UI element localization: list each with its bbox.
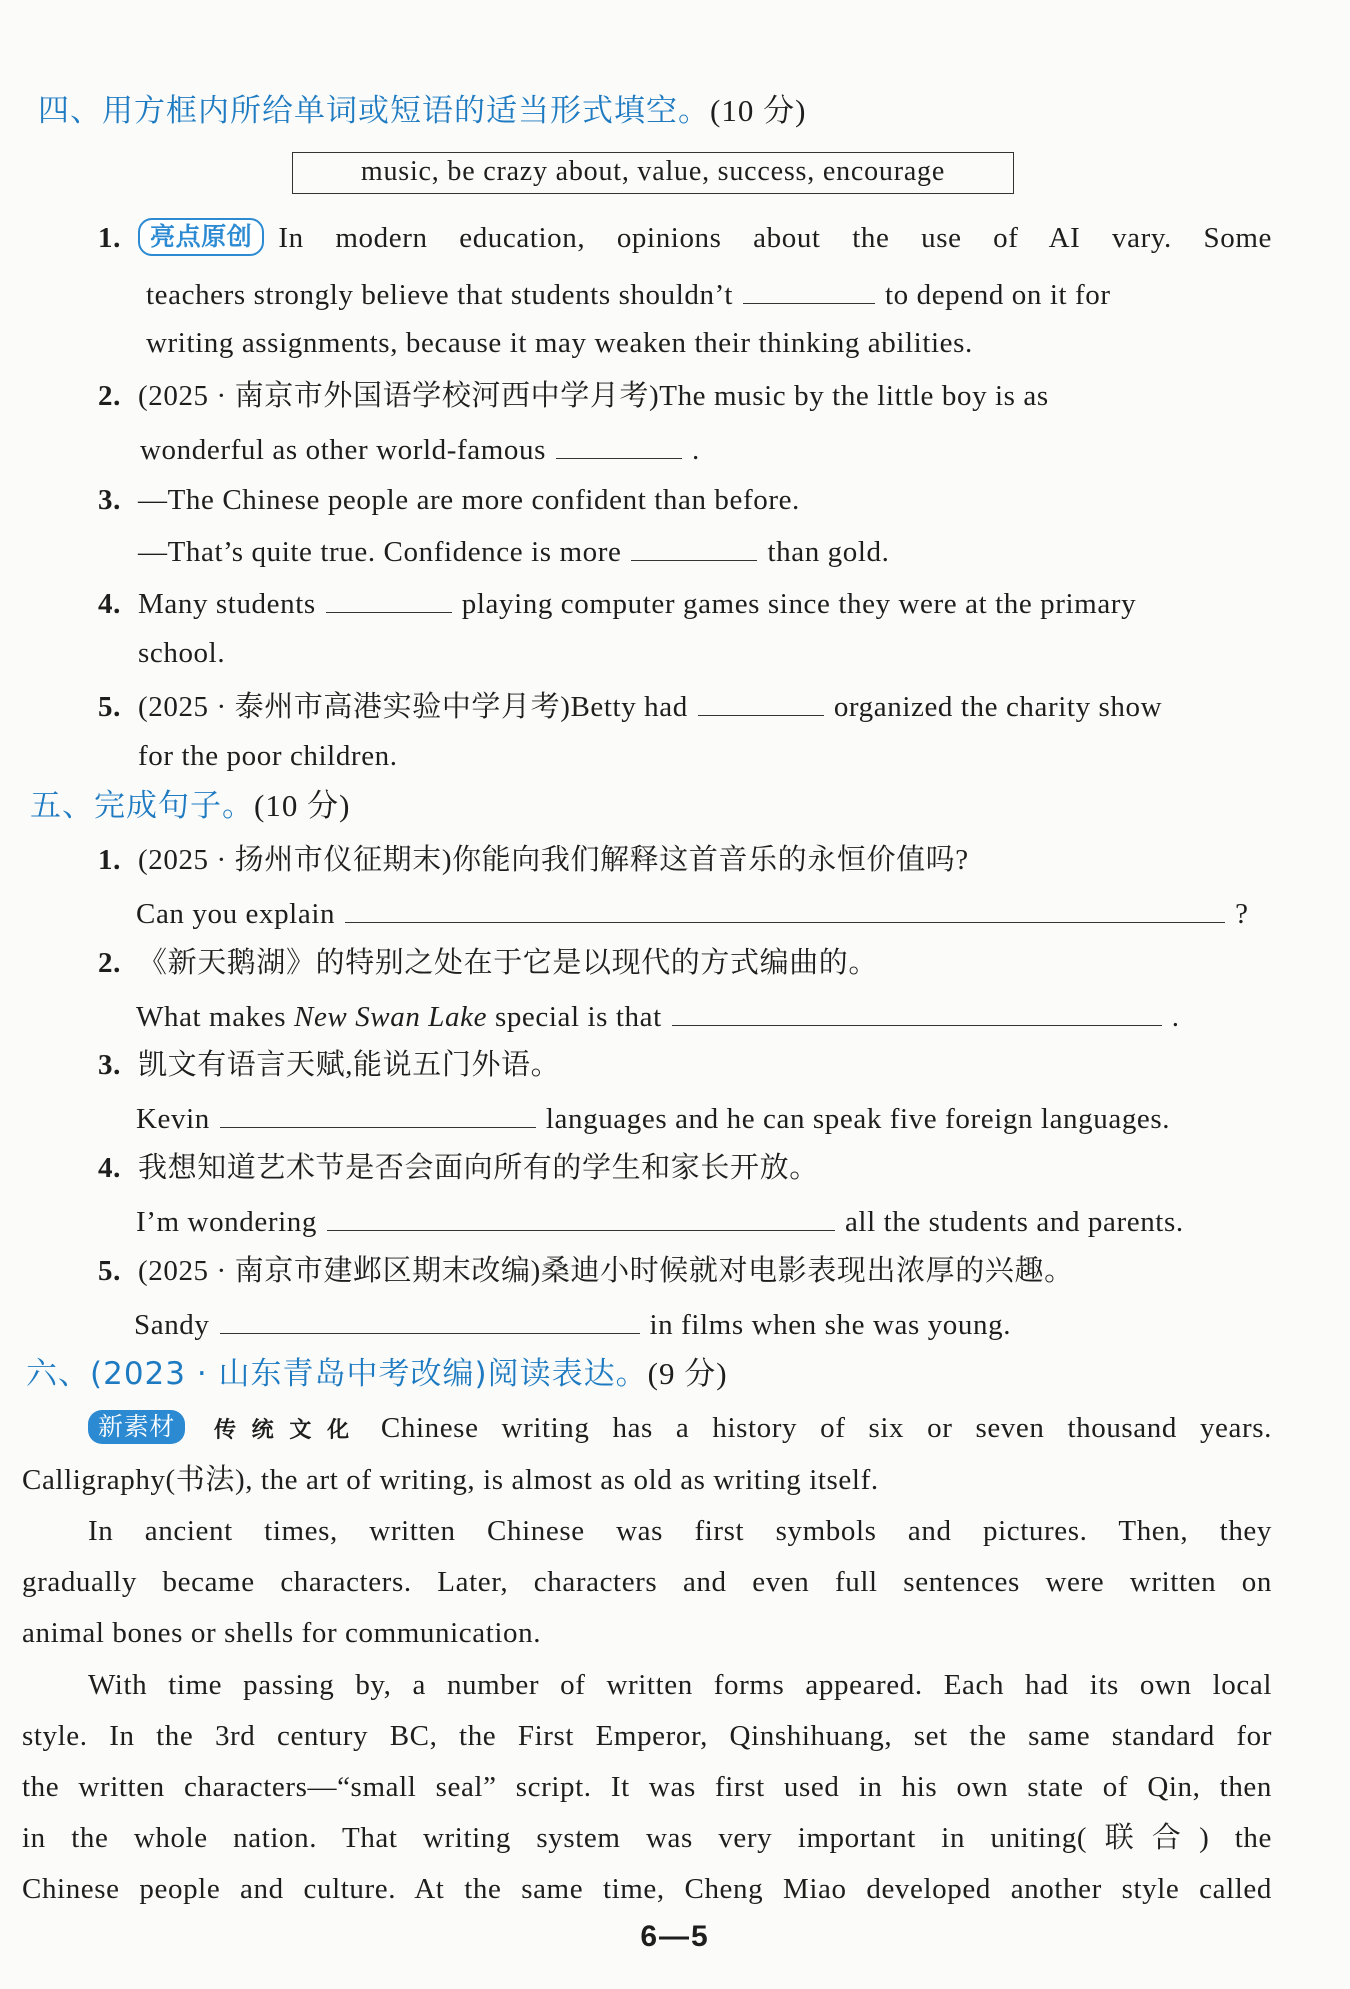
s5-q4-en [136,1200,1184,1242]
s5-q2-cn [98,943,878,983]
s5-q3-cn [98,1045,560,1085]
s4-q4-line1 [98,582,1136,624]
s5-q3-blank[interactable] [220,1097,536,1128]
s4-q4-text-before-blank: Many students [138,588,316,620]
s5-q5-number: 5. [98,1255,121,1287]
s4-q5-number: 5. [98,691,121,723]
s5-q1-chinese: (2025 · 扬州市仪征期末)你能向我们解释这首音乐的永恒价值吗? [138,844,969,876]
s6-para3-line3: the written characters—“small seal” script. It was first used in his own state of Qin, then [22,1771,1272,1803]
s4-q2-number: 2. [98,380,121,412]
s4-q1-text-before-blank: teachers strongly believe that students shouldn’t [146,279,733,311]
section6-score: (9 分) [647,1356,728,1391]
section5-title: 五、完成句子。 [30,788,254,824]
s5-q2-prompt-a: What makes [136,1001,287,1033]
s5-q5-chinese: (2025 · 南京市建邺区期末改编)桑迪小时候就对电影表现出浓厚的兴趣。 [138,1255,1074,1287]
s4-q3-number: 3. [98,484,121,516]
s5-q5-end: in films when she was young. [649,1309,1012,1341]
s5-q3-end: languages and he can speak five foreign languages. [545,1103,1171,1135]
s4-q1-text-after-blank: to depend on it for [885,279,1111,311]
s5-q2-prompt-b: special is that [494,1001,662,1033]
s5-q1-blank[interactable] [345,892,1225,923]
traditional-culture-label: 传统文化 [198,1418,365,1443]
s4-q4-line2: school. [138,637,226,669]
s4-q2-text-before-blank: wonderful as other world-famous [140,434,546,466]
section6-title: 六、(2023 · 山东青岛中考改编)阅读表达。 [26,1356,648,1392]
s6-para3-line2: style. In the 3rd century BC, the First Emperor, Qinshihuang, set the same standard for [22,1720,1272,1752]
s5-q3-en [136,1097,1170,1139]
s5-q4-cn [98,1148,819,1188]
s5-q1-end: ? [1235,898,1249,930]
s4-q1-line2 [146,273,1111,315]
s4-q1-blank[interactable] [743,273,875,304]
s4-q1-line1 [98,218,1272,258]
s5-q2-number: 2. [98,947,121,979]
s5-q5-en [134,1303,1011,1345]
s4-q3-line1 [98,480,800,520]
s5-q4-prompt: I’m wondering [136,1206,317,1238]
page-number: 6—5 [640,1920,710,1953]
s6-para3-line1: With time passing by, a number of written forms appeared. Each had its own local [88,1669,1272,1701]
section6-heading [26,1354,728,1394]
s4-q2-line1 [98,376,1049,416]
section5-heading [30,786,350,826]
s4-q1-text: In modern education, opinions about the use of AI vary. Some [278,222,1272,254]
s5-q2-blank[interactable] [672,995,1162,1026]
word-bank-box: music, be crazy about, value, success, encourage [292,152,1014,194]
s6-para3-line4: in the whole nation. That writing system was very important in uniting(联合) the [22,1822,1272,1854]
s5-q2-title: New Swan Lake [294,1001,488,1033]
s4-q5-text-after-blank: organized the charity show [833,691,1163,723]
s5-q1-number: 1. [98,844,121,876]
s5-q3-prompt: Kevin [136,1103,210,1135]
s4-q5-blank[interactable] [698,685,824,716]
s6-para3-line5: Chinese people and culture. At the same time, Cheng Miao developed another style called [22,1873,1272,1905]
s5-q5-cn [98,1251,1074,1291]
s6-para1-line1 [88,1408,1272,1451]
s6-para2-line3: animal bones or shells for communication. [22,1617,542,1649]
s5-q2-end: . [1171,1001,1180,1033]
s4-q2-text: (2025 · 南京市外国语学校河西中学月考)The music by the little boy is as [138,380,1049,412]
section5-score: (10 分) [254,788,351,823]
s4-q3-text-after-blank: than gold. [767,536,890,568]
s6-para2-line1: In ancient times, written Chinese was first symbols and pictures. Then, they [88,1515,1272,1547]
s4-q4-blank[interactable] [326,582,452,613]
s5-q4-blank[interactable] [327,1200,835,1231]
section4-heading [38,91,806,131]
s6-para1-line2: Calligraphy(书法), the art of writing, is almost as old as writing itself. [22,1464,879,1496]
s5-q5-prompt: Sandy [134,1309,210,1341]
s4-q3-text: —The Chinese people are more confident than before. [138,484,800,516]
new-material-badge: 新素材 [88,1410,185,1444]
section4-title: 四、用方框内所给单词或短语的适当形式填空。 [38,93,710,129]
s4-q3-line2 [138,530,889,572]
s5-q4-chinese: 我想知道艺术节是否会面向所有的学生和家长开放。 [138,1152,819,1184]
s5-q2-en [136,995,1180,1037]
s5-q5-blank[interactable] [220,1303,640,1334]
s5-q2-chinese: 《新天鹅湖》的特别之处在于它是以现代的方式编曲的。 [138,947,879,979]
s5-q4-end: all the students and parents. [844,1206,1184,1238]
s4-q4-number: 4. [98,588,121,620]
s6-para2-line2: gradually became characters. Later, characters and even full sentences were written on [22,1566,1272,1598]
s5-q3-chinese: 凯文有语言天赋,能说五门外语。 [138,1049,561,1081]
s4-q4-text-after-blank: playing computer games since they were at the primary [461,588,1137,620]
s4-q5-text-before-blank: (2025 · 泰州市高港实验中学月考)Betty had [138,691,688,723]
s4-q2-line2 [140,428,700,470]
s4-q2-blank[interactable] [556,428,682,459]
s5-q3-number: 3. [98,1049,121,1081]
s5-q1-prompt: Can you explain [136,898,336,930]
s4-q1-number: 1. [98,222,121,254]
s5-q1-en [136,892,1249,934]
s4-q2-period: . [691,434,700,466]
s4-q1-line3: writing assignments, because it may weaken their thinking abilities. [146,327,973,359]
s6-para1-text: Chinese writing has a history of six or seven thousand years. [380,1412,1272,1444]
s4-q3-text-before-blank: —That’s quite true. Confidence is more [138,536,622,568]
s4-q5-line1 [98,685,1162,727]
s4-q5-line2: for the poor children. [138,740,398,772]
s4-q3-blank[interactable] [631,530,757,561]
section4-score: (10 分) [710,93,807,128]
s5-q1-cn [98,840,969,880]
s5-q4-number: 4. [98,1152,121,1184]
original-badge: 亮点原创 [138,218,264,256]
